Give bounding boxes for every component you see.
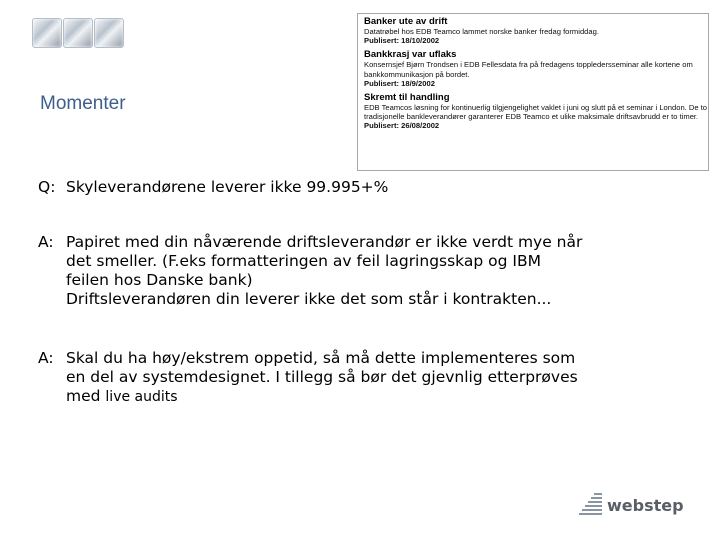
answer-label: A: — [38, 349, 54, 367]
webstep-logo-icon — [576, 491, 604, 519]
news-date: Publisert: 18/9/2002 — [364, 78, 435, 88]
answer-text: Papiret med din nåværende driftsleverandør er ikke verdt mye når — [66, 233, 583, 251]
answer-line: det smeller. (F.eks formatteringen av feil lagringsskap og IBM — [66, 252, 541, 270]
news-headline: Skremt til handling — [364, 92, 450, 104]
answer-line: feilen hos Danske bank) — [66, 271, 253, 289]
answer-line: Driftsleverandøren din leverer ikke det som står i kontrakten... — [66, 290, 552, 308]
answer-text-small: live audits — [105, 389, 178, 405]
news-date: Publisert: 26/08/2002 — [364, 121, 440, 131]
logo-square-2 — [63, 18, 93, 48]
question-line — [38, 178, 678, 197]
news-item-3 — [364, 92, 708, 131]
answer-text: Skal du ha høy/ekstrem oppetid, så må dette implementeres som — [66, 349, 576, 367]
question-label: Q: — [38, 178, 56, 196]
logo-square-3 — [94, 18, 124, 48]
brand-name: webstep — [607, 495, 684, 515]
answer-line — [38, 387, 678, 407]
answer-block-2 — [38, 349, 678, 407]
news-item-1 — [364, 16, 708, 45]
question-text: Skyleverandørene leverer ikke 99.995+% — [66, 178, 389, 196]
news-headline: Banker ute av drift — [364, 16, 448, 27]
webstep-brand — [576, 491, 684, 519]
news-body: Konsernsjef Bjørn Trondsen i EDB Fellesdata fra på fredagens toppledersseminar alle kortene om bankkommunikasjon på bordet. — [364, 60, 693, 79]
logo-square-1 — [32, 18, 62, 48]
question-block — [38, 178, 678, 197]
answer-line: en del av systemdesignet. I tillegg så bør det gjevnlig etterprøves — [66, 368, 578, 386]
news-date: Publisert: 18/10/2002 — [364, 36, 440, 46]
slide-title: Momenter — [40, 93, 126, 114]
answer-block-1 — [38, 233, 678, 309]
answer-line — [38, 349, 678, 368]
news-clipping — [357, 13, 709, 171]
news-body: EDB Teamcos løsning for kontinuerlig tilgjengelighet vaklet i juni og slutt på et seminar i London. De to tradisjonelle bankleverandører garanterer EDB Teamco et ulike maksimale driftsavbrudd er to timer. — [364, 103, 708, 122]
news-body: Datatrøbel hos EDB Teamco lammet norske banker fredag formiddag. — [364, 27, 599, 36]
answer-text: med — [66, 387, 101, 405]
answer-label: A: — [38, 233, 54, 251]
news-item-2 — [364, 49, 708, 88]
answer-line — [38, 233, 678, 252]
news-headline: Bankkrasj var uflaks — [364, 49, 457, 61]
